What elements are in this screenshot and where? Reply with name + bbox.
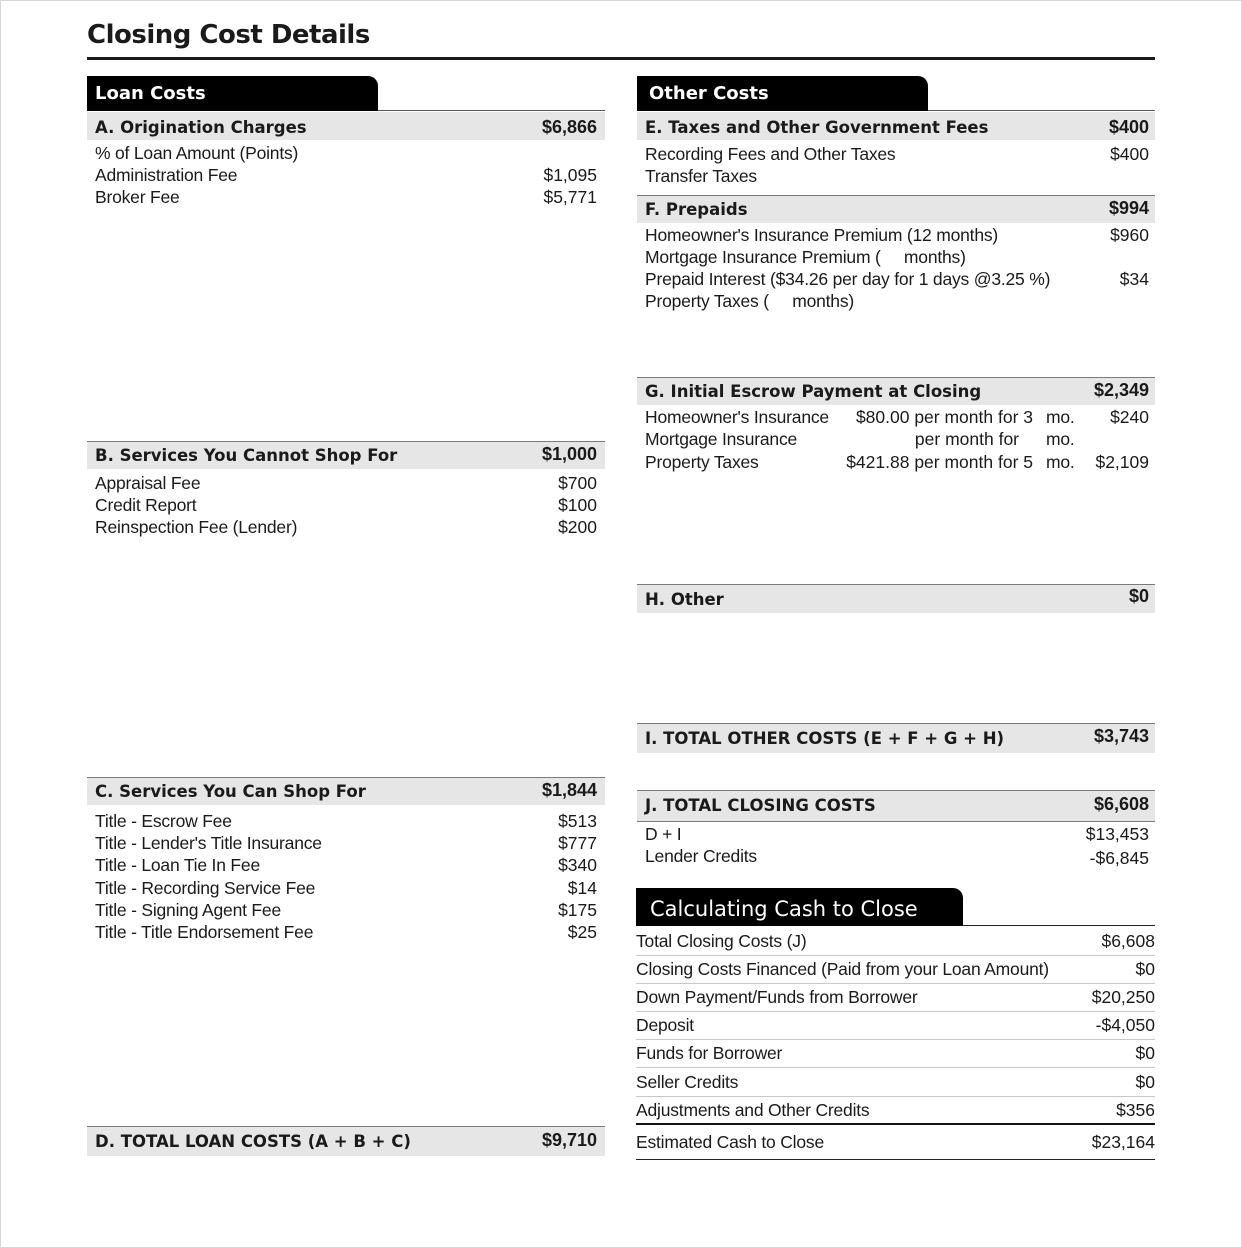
- section-b-item-label: Appraisal Fee: [95, 473, 201, 493]
- section-g-item-label: Homeowner's Insurance: [645, 407, 829, 427]
- section-c-item-label: Title - Signing Agent Fee: [95, 900, 281, 920]
- cash-row-value: $20,250: [1091, 987, 1155, 1007]
- section-i-total: $3,743: [1093, 726, 1149, 746]
- section-i-title: I. TOTAL OTHER COSTS (E + F + G + H): [645, 729, 1005, 748]
- section-c-item-label: Title - Loan Tie In Fee: [95, 855, 260, 875]
- cash-row-label: Seller Credits: [636, 1072, 739, 1092]
- section-j-item-value: $13,453: [1085, 824, 1149, 844]
- bottom-divider: [636, 1159, 1155, 1160]
- section-f-item-label: Property Taxes ( months): [645, 291, 855, 311]
- section-h-total: $0: [1128, 586, 1149, 606]
- section-c-item-value: $175: [558, 900, 597, 920]
- section-g-item-detail: $421.88 per month for 5: [846, 452, 1033, 472]
- section-c-item-label: Title - Escrow Fee: [95, 811, 232, 831]
- section-c-item-label: Title - Lender's Title Insurance: [95, 833, 322, 853]
- cash-to-close-tab: Calculating Cash to Close: [636, 888, 963, 926]
- section-d-title: D. TOTAL LOAN COSTS (A + B + C): [95, 1132, 411, 1151]
- section-c-item-value: $14: [567, 878, 597, 898]
- section-e-item-label: Transfer Taxes: [645, 166, 757, 186]
- section-j-item-value: -$6,845: [1089, 848, 1149, 868]
- section-g-item-value: $240: [1110, 407, 1149, 427]
- section-b-item-value: $700: [558, 473, 597, 493]
- section-a-total: $6,866: [541, 117, 597, 137]
- section-j-title: J. TOTAL CLOSING COSTS: [645, 796, 876, 815]
- row-divider: [636, 1011, 1155, 1012]
- row-divider: [636, 1039, 1155, 1040]
- cash-row-label: Funds for Borrower: [636, 1043, 783, 1063]
- cash-row-value: -$4,050: [1095, 1015, 1155, 1035]
- section-c-total: $1,844: [541, 780, 597, 800]
- section-c-item-value: $777: [558, 833, 597, 853]
- loan-costs-tab-line: [378, 110, 605, 111]
- section-g-item-label: Mortgage Insurance: [645, 429, 798, 449]
- loan-costs-tab: Loan Costs: [87, 76, 378, 111]
- cash-row-label: Down Payment/Funds from Borrower: [636, 987, 918, 1007]
- section-j-item-label: Lender Credits: [645, 846, 757, 866]
- row-divider: [636, 1096, 1155, 1097]
- section-a-item-label: % of Loan Amount (Points): [95, 143, 299, 163]
- section-g-item-unit: mo.: [1046, 407, 1075, 427]
- cash-total-label: Estimated Cash to Close: [636, 1132, 824, 1152]
- section-j-item-label: D + I: [645, 824, 682, 844]
- section-b-item-label: Credit Report: [95, 495, 197, 515]
- section-a-title: A. Origination Charges: [95, 118, 307, 137]
- other-costs-tab-line: [928, 110, 1155, 111]
- section-e-total: $400: [1108, 117, 1149, 137]
- row-divider: [636, 1067, 1155, 1068]
- section-g-item-detail: per month for: [914, 429, 1019, 449]
- section-g-item-unit: mo.: [1046, 429, 1075, 449]
- section-g-total: $2,349: [1093, 380, 1149, 400]
- cash-row-value: $0: [1135, 959, 1155, 979]
- row-divider: [636, 955, 1155, 956]
- row-divider: [636, 983, 1155, 984]
- section-f-item-value: $960: [1110, 225, 1149, 245]
- section-c-item-label: Title - Recording Service Fee: [95, 878, 316, 898]
- cash-row-value: $0: [1135, 1072, 1155, 1092]
- section-g-item-detail: $80.00 per month for 3: [855, 407, 1033, 427]
- cash-row-label: Total Closing Costs (J): [636, 931, 807, 951]
- section-g-item-value: $2,109: [1095, 452, 1149, 472]
- section-b-title: B. Services You Cannot Shop For: [95, 446, 398, 465]
- section-f-total: $994: [1108, 198, 1149, 218]
- cash-row-label: Deposit: [636, 1015, 694, 1035]
- section-f-item-label: Homeowner's Insurance Premium (12 months): [645, 225, 999, 245]
- section-f-title: F. Prepaids: [645, 200, 748, 219]
- section-g-item-unit: mo.: [1046, 452, 1075, 472]
- section-c-item-label: Title - Title Endorsement Fee: [95, 922, 314, 942]
- other-costs-tab: Other Costs: [637, 76, 928, 111]
- section-b-total: $1,000: [541, 444, 597, 464]
- section-e-item-value: $400: [1110, 144, 1149, 164]
- section-a-item-value: $5,771: [543, 187, 597, 207]
- section-a-item-label: Broker Fee: [95, 187, 180, 207]
- section-c-title: C. Services You Can Shop For: [95, 782, 366, 801]
- page-title: Closing Cost Details: [87, 20, 370, 50]
- section-f-item-label: Mortgage Insurance Premium ( months): [645, 247, 966, 267]
- section-b-item-value: $200: [558, 517, 597, 537]
- section-c-item-value: $25: [567, 922, 597, 942]
- title-rule: [87, 57, 1155, 60]
- section-c-item-value: $513: [558, 811, 597, 831]
- section-b-item-label: Reinspection Fee (Lender): [95, 517, 298, 537]
- section-a-item-label: Administration Fee: [95, 165, 238, 185]
- section-g-title: G. Initial Escrow Payment at Closing: [645, 382, 982, 401]
- section-b-item-value: $100: [558, 495, 597, 515]
- cash-row-label: Closing Costs Financed (Paid from your Loan Amount): [636, 959, 1049, 979]
- cash-row-value: $6,608: [1101, 931, 1155, 951]
- cash-to-close-tab-line: [963, 925, 1155, 926]
- section-f-item-value: $34: [1119, 269, 1149, 289]
- section-h-title: H. Other: [645, 590, 724, 609]
- total-divider: [636, 1123, 1155, 1125]
- section-c-item-value: $340: [558, 855, 597, 875]
- section-e-title: E. Taxes and Other Government Fees: [645, 118, 989, 137]
- cash-total-value: $23,164: [1091, 1132, 1155, 1152]
- section-j-total: $6,608: [1093, 794, 1149, 814]
- cash-row-value: $0: [1135, 1043, 1155, 1063]
- section-g-item-label: Property Taxes: [645, 452, 759, 472]
- section-f-item-label: Prepaid Interest ($34.26 per day for 1 days @3.25 %): [645, 269, 1051, 289]
- section-e-item-label: Recording Fees and Other Taxes: [645, 144, 896, 164]
- section-d-total: $9,710: [541, 1130, 597, 1150]
- cash-row-label: Adjustments and Other Credits: [636, 1100, 870, 1120]
- section-a-item-value: $1,095: [543, 165, 597, 185]
- cash-row-value: $356: [1116, 1100, 1155, 1120]
